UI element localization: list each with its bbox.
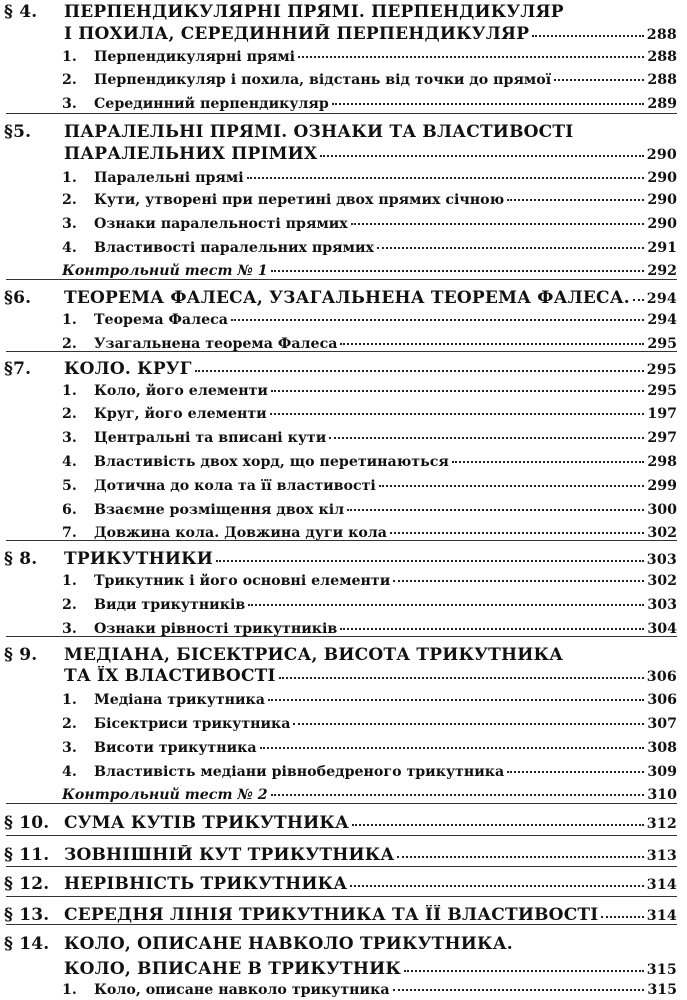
page-number: 290 (647, 170, 677, 186)
dot-leader (320, 155, 644, 157)
page-number: 302 (647, 573, 677, 589)
entry-number: 3. (62, 96, 77, 112)
entry-title: МЕДІАНА, БІСЕКТРИСА, ВИСОТА ТРИКУТНИКА (64, 645, 564, 665)
entry-number: 1. (62, 692, 77, 708)
entry-title: Довжина кола. Довжина дуги кола (94, 525, 387, 541)
entry-number: 3. (62, 621, 77, 637)
page-number: 292 (647, 263, 677, 279)
entry-number: 2. (62, 192, 77, 208)
page-number: 312 (646, 816, 677, 832)
entry-title: Взаємне розміщення двох кіл (94, 502, 345, 518)
dot-leader (352, 824, 644, 826)
toc-subentry[interactable] (0, 502, 677, 518)
toc-test-entry[interactable] (0, 263, 677, 279)
dot-leader (271, 794, 645, 796)
entry-title: Ознаки паралельності прямих (94, 216, 348, 232)
page-number: 307 (647, 716, 677, 732)
dot-leader (507, 771, 644, 773)
dot-leader (452, 461, 645, 463)
entry-number: § 12. (4, 874, 50, 894)
dot-leader (601, 916, 643, 918)
page-number: 303 (647, 597, 677, 613)
toc-subentry[interactable] (0, 406, 677, 422)
entry-number: 7. (62, 525, 77, 541)
toc-subentry[interactable] (0, 454, 677, 470)
page-number: 298 (647, 454, 677, 470)
entry-number: §5. (4, 122, 32, 142)
dot-leader (633, 299, 644, 301)
dot-leader (216, 560, 644, 562)
toc-section-entry[interactable] (0, 845, 677, 865)
toc-section-entry[interactable] (0, 288, 677, 308)
entry-title: Контрольний тест № 1 (62, 263, 268, 279)
entry-number: §7. (4, 359, 32, 379)
page-number: 310 (647, 787, 677, 803)
entry-number: 6. (62, 502, 77, 518)
toc-subentry[interactable] (0, 740, 677, 756)
entry-number: 2. (62, 72, 77, 88)
page-number: 290 (647, 192, 677, 208)
page-number: 300 (647, 502, 677, 518)
page-number: 303 (646, 552, 677, 568)
page-number: 299 (647, 478, 677, 494)
dot-leader (347, 509, 644, 511)
toc-subentry[interactable] (0, 692, 677, 708)
dot-leader (231, 319, 644, 321)
entry-number: 1. (62, 383, 77, 399)
dot-leader (271, 390, 644, 392)
page-number: 304 (647, 621, 677, 637)
dot-leader (350, 885, 643, 887)
dot-leader (260, 747, 645, 749)
entry-number: 1. (62, 49, 77, 65)
entry-title: КОЛО. КРУГ (64, 359, 192, 379)
page-number: 295 (647, 336, 677, 352)
toc-section-entry[interactable] (0, 144, 677, 164)
entry-title: Властивість двох хорд, що перетинаються (94, 454, 449, 470)
entry-number: § 8. (4, 549, 38, 569)
entry-title: ПАРАЛЕЛЬНІ ПРЯМІ. ОЗНАКИ ТА ВЛАСТИВОСТІ (64, 122, 574, 142)
page-number: 290 (646, 147, 677, 163)
entry-title: Центральні та вписані кути (94, 430, 327, 446)
entry-title: Узагальнена теорема Фалеса (94, 336, 338, 352)
entry-title: Паралельні прямі (94, 170, 244, 186)
entry-title: ПАРАЛЕЛЬНИХ ПРІМИХ (64, 144, 318, 164)
entry-number: § 13. (4, 905, 50, 925)
entry-title: Контрольний тест № 2 (62, 787, 268, 803)
entry-title: Види трикутників (94, 597, 246, 613)
entry-title: ТА ЇХ ВЛАСТИВОСТІ (64, 666, 276, 686)
dot-leader (329, 437, 644, 439)
toc-subentry[interactable] (0, 170, 677, 186)
entry-number: 2. (62, 336, 77, 352)
entry-title: Коло, описане навколо трикутника (94, 982, 390, 998)
section-divider (6, 803, 677, 804)
entry-title: Трикутник і його основні елементи (94, 573, 391, 589)
dot-leader (293, 723, 644, 725)
entry-title: КОЛО, ВПИСАНЕ В ТРИКУТНИК (64, 959, 402, 979)
toc-section-entry[interactable] (0, 905, 677, 925)
page-number: 308 (647, 740, 677, 756)
section-divider (6, 113, 677, 114)
toc-subentry[interactable] (0, 216, 677, 232)
entry-number: § 9. (4, 645, 38, 665)
section-divider (6, 896, 677, 897)
entry-title: Дотична до кола та її властивості (94, 478, 376, 494)
entry-number: 1. (62, 982, 77, 998)
entry-number: 5. (62, 478, 77, 494)
dot-leader (507, 199, 644, 201)
entry-title: КОЛО, ОПИСАНЕ НАВКОЛО ТРИКУТНИКА. (64, 934, 513, 954)
section-divider (6, 866, 677, 867)
dot-leader (340, 628, 644, 630)
toc-subentry[interactable] (0, 72, 677, 88)
dot-leader (268, 699, 644, 701)
toc-subentry[interactable] (0, 597, 677, 613)
dot-leader (393, 989, 645, 991)
entry-title: Бісектриси трикутника (94, 716, 291, 732)
page-number: 306 (647, 692, 677, 708)
toc-test-entry[interactable] (0, 787, 677, 803)
toc-section-entry[interactable] (0, 666, 677, 686)
dot-leader (270, 413, 645, 415)
entry-number: 2. (62, 597, 77, 613)
entry-title: ТЕОРЕМА ФАЛЕСА, УЗАГАЛЬНЕНА ТЕОРЕМА ФАЛЕСА. (64, 288, 630, 308)
entry-number: § 4. (4, 2, 38, 22)
entry-number: 3. (62, 740, 77, 756)
dot-leader (340, 343, 644, 345)
dot-leader (248, 604, 644, 606)
entry-title: Висоти трикутника (94, 740, 257, 756)
entry-title: СЕРЕДНЯ ЛІНІЯ ТРИКУТНИКА ТА ЇЇ ВЛАСТИВОСТІ (64, 905, 599, 925)
toc-subentry[interactable] (0, 240, 677, 256)
page-number: 315 (647, 982, 677, 998)
page-number: 295 (646, 362, 677, 378)
toc-subentry[interactable] (0, 192, 677, 208)
entry-number: 3. (62, 430, 77, 446)
toc-subentry[interactable] (0, 430, 677, 446)
dot-leader (532, 35, 644, 37)
entry-number: 2. (62, 716, 77, 732)
toc-subentry[interactable] (0, 621, 677, 637)
page-number: 314 (646, 908, 677, 924)
entry-number: 3. (62, 216, 77, 232)
dot-leader (377, 247, 644, 249)
toc-section-entry[interactable] (0, 813, 677, 833)
toc-section-entry[interactable] (0, 549, 677, 569)
entry-number: 2. (62, 406, 77, 422)
page-number: 315 (646, 962, 677, 978)
entry-title: Перпендикулярні прямі (94, 49, 296, 65)
entry-title: СУМА КУТІВ ТРИКУТНИКА (64, 813, 350, 833)
dot-leader (298, 56, 644, 58)
entry-title: Теорема Фалеса (94, 312, 228, 328)
toc-subentry[interactable] (0, 982, 677, 998)
page-number: 294 (646, 291, 677, 307)
toc-section-entry[interactable] (0, 24, 677, 44)
entry-title: НЕРІВНІСТЬ ТРИКУТНИКА (64, 874, 348, 894)
toc-subentry[interactable] (0, 49, 677, 65)
toc-section-entry[interactable] (0, 122, 677, 142)
entry-number: § 10. (4, 813, 50, 833)
toc-section-entry[interactable] (0, 2, 677, 22)
toc-subentry[interactable] (0, 478, 677, 494)
entry-title: Перпендикуляр і похила, відстань від точки до прямої (94, 72, 552, 88)
page-number: 288 (647, 49, 677, 65)
dot-leader (379, 485, 645, 487)
dot-leader (195, 370, 644, 372)
toc-section-entry[interactable] (0, 959, 677, 979)
page-number: 297 (647, 430, 677, 446)
dot-leader (393, 580, 644, 582)
entry-title: ПЕРПЕНДИКУЛЯРНІ ПРЯМІ. ПЕРПЕНДИКУЛЯР (64, 2, 564, 22)
toc-section-entry[interactable] (0, 934, 677, 954)
toc-section-entry[interactable] (0, 359, 677, 379)
page-number: 197 (647, 406, 677, 422)
entry-title: Ознаки рівності трикутників (94, 621, 338, 637)
entry-number: §6. (4, 288, 32, 308)
entry-title: Властивість медіани рівнобедреного трикутника (94, 764, 505, 780)
page-number: 294 (647, 312, 677, 328)
entry-title: Круг, його елементи (94, 406, 267, 422)
entry-number: 4. (62, 240, 77, 256)
dot-leader (390, 532, 644, 534)
toc-subentry[interactable] (0, 573, 677, 589)
entry-title: Серединний перпендикуляр (94, 96, 329, 112)
entry-number: 1. (62, 170, 77, 186)
section-divider (6, 835, 677, 836)
entry-number: 4. (62, 454, 77, 470)
dot-leader (397, 856, 643, 858)
page-number: 306 (646, 669, 677, 685)
dot-leader (404, 970, 644, 972)
entry-number: § 11. (4, 845, 50, 865)
page-number: 295 (647, 383, 677, 399)
page-number: 288 (646, 27, 677, 43)
entry-title: ЗОВНІШНІЙ КУТ ТРИКУТНИКА (64, 845, 395, 865)
toc-subentry[interactable] (0, 336, 677, 352)
toc-subentry[interactable] (0, 716, 677, 732)
dot-leader (351, 223, 645, 225)
page-number: 302 (647, 525, 677, 541)
dot-leader (247, 177, 645, 179)
page-number: 314 (646, 877, 677, 893)
dot-leader (332, 103, 645, 105)
dot-leader (554, 79, 644, 81)
page-number: 290 (647, 216, 677, 232)
section-divider (6, 279, 677, 280)
toc-subentry[interactable] (0, 383, 677, 399)
entry-number: 1. (62, 573, 77, 589)
entry-number: § 14. (4, 934, 50, 954)
entry-title: І ПОХИЛА, СЕРЕДИННИЙ ПЕРПЕНДИКУЛЯР (64, 24, 530, 44)
page-number: 309 (647, 764, 677, 780)
toc-subentry[interactable] (0, 764, 677, 780)
page-number: 288 (647, 72, 677, 88)
toc-subentry[interactable] (0, 312, 677, 328)
entry-title: ТРИКУТНИКИ (64, 549, 214, 569)
page-number: 289 (647, 96, 677, 112)
toc-subentry[interactable] (0, 96, 677, 112)
entry-title: Кути, утворені при перетині двох прямих січною (94, 192, 505, 208)
dot-leader (271, 270, 645, 272)
toc-subentry[interactable] (0, 525, 677, 541)
page-number: 291 (647, 240, 677, 256)
dot-leader (279, 677, 644, 679)
entry-title: Коло, його елементи (94, 383, 268, 399)
toc-section-entry[interactable] (0, 874, 677, 894)
entry-title: Медіана трикутника (94, 692, 265, 708)
toc-section-entry[interactable] (0, 645, 677, 665)
entry-title: Властивості паралельних прямих (94, 240, 374, 256)
page-number: 313 (646, 848, 677, 864)
entry-number: 1. (62, 312, 77, 328)
entry-number: 4. (62, 764, 77, 780)
